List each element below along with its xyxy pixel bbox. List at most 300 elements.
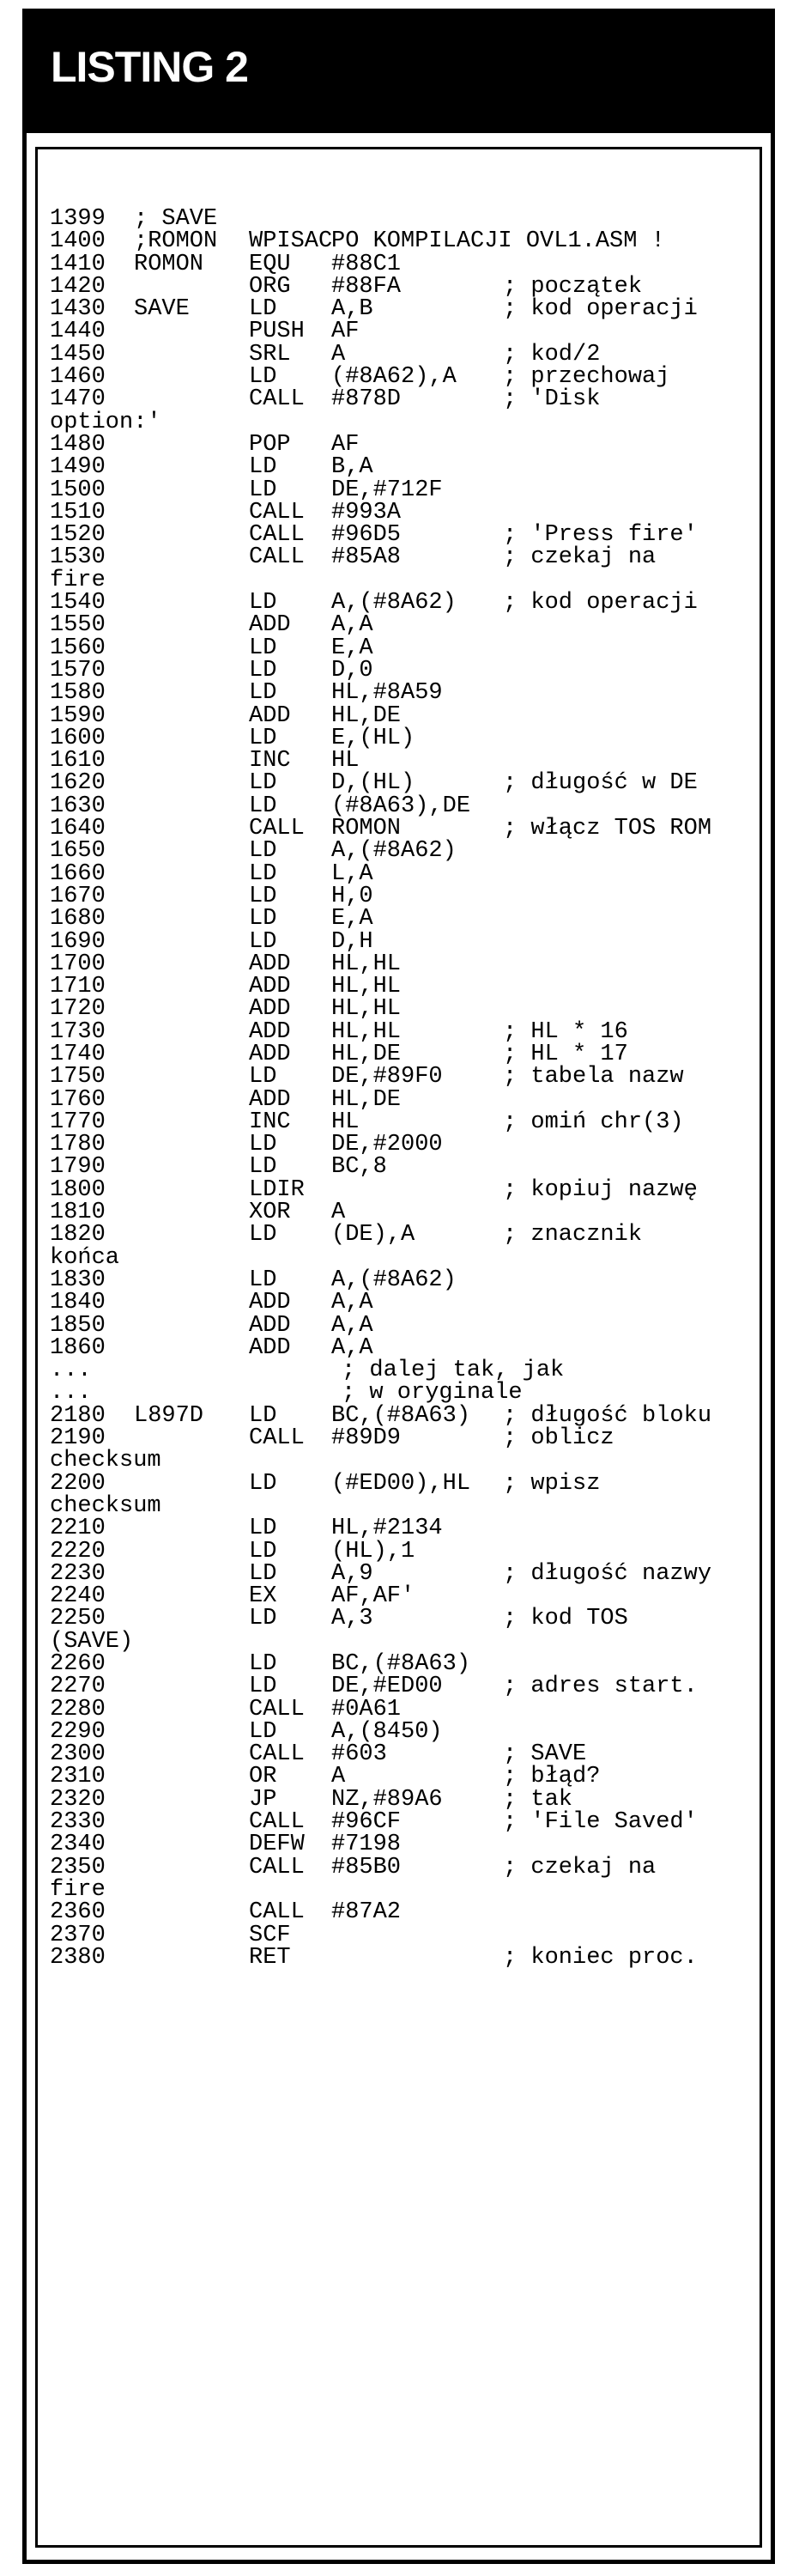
line-number: 2310: [50, 1764, 106, 1790]
line-number: 1730: [50, 1018, 106, 1045]
line-comment: ; początek: [503, 273, 643, 300]
line-operand: (#ED00),HL: [331, 1470, 471, 1497]
line-number: 1510: [50, 499, 106, 526]
line-operand: D,H: [331, 928, 373, 955]
line-operand: DE,#712F: [331, 477, 443, 503]
code-line: [50, 253, 754, 276]
line-operand: A,(#8A62): [331, 838, 457, 865]
line-continuation: fire: [50, 1876, 106, 1903]
line-comment: ; długość w DE: [503, 770, 698, 797]
line-opcode: CALL: [249, 1425, 305, 1452]
line-operand: #96D5: [331, 522, 402, 549]
line-comment: ; w oryginale: [342, 1380, 523, 1406]
line-number: 2350: [50, 1854, 106, 1880]
line-comment: ; kod operacji: [503, 590, 698, 617]
line-number: 1770: [50, 1109, 106, 1135]
line-opcode: ADD: [249, 996, 291, 1023]
line-opcode: LD: [249, 1674, 277, 1700]
line-opcode: ORG: [249, 273, 291, 300]
code-line: [50, 1675, 754, 1698]
code-line: [50, 1402, 754, 1429]
line-operand: (HL),1: [331, 1538, 415, 1564]
line-opcode: ADD: [249, 1290, 291, 1316]
line-operand: #603: [331, 1741, 387, 1768]
line-opcode: ADD: [249, 1334, 291, 1361]
line-opcode: LD: [249, 364, 277, 391]
line-operand: A,A: [331, 1334, 373, 1361]
line-opcode: LD: [249, 590, 277, 617]
line-number: 2330: [50, 1809, 106, 1836]
line-number: ...: [50, 1358, 92, 1384]
code-line: [50, 1628, 754, 1655]
line-opcode: LD: [249, 928, 277, 955]
line-operand: #87A2: [331, 1899, 402, 1926]
line-operand: DE,#ED00: [331, 1674, 443, 1700]
line-continuation: option:': [50, 409, 161, 435]
line-operand: A,9: [331, 1560, 373, 1587]
line-number: 2300: [50, 1741, 106, 1768]
line-operand: L,A: [331, 860, 373, 887]
line-operand: HL,HL: [331, 974, 402, 1000]
code-line: [50, 1334, 754, 1361]
line-number: 1710: [50, 974, 106, 1000]
code-line: [50, 1312, 754, 1339]
code-line: [50, 431, 754, 458]
line-opcode: LD: [249, 657, 277, 683]
line-number: 2210: [50, 1516, 106, 1542]
line-operand: (#8A63),DE: [331, 793, 471, 819]
code-listing: [50, 208, 754, 1969]
code-line: [50, 1809, 754, 1836]
line-opcode: LD: [249, 838, 277, 865]
line-opcode: ADD: [249, 1018, 291, 1045]
line-operand: AF: [331, 319, 360, 345]
line-operand: D,(HL): [331, 770, 415, 797]
listing-title: LISTING 2: [51, 43, 248, 91]
line-number: 2370: [50, 1922, 106, 1948]
line-opcode: CALL: [249, 1696, 305, 1722]
code-line: [50, 1111, 754, 1133]
line-operand: A,B: [331, 296, 373, 323]
line-opcode: LD: [249, 793, 277, 819]
line-comment: ; adres start.: [503, 1674, 698, 1700]
line-opcode: CALL: [249, 816, 305, 842]
code-line: [50, 1133, 754, 1156]
line-operand: HL,DE: [331, 702, 402, 729]
line-operand: HL,HL: [331, 996, 402, 1023]
line-opcode: ADD: [249, 1086, 291, 1113]
line-number: 1670: [50, 883, 106, 909]
line-number: 1600: [50, 725, 106, 751]
code-line: [50, 1698, 754, 1721]
code-line: [50, 273, 754, 300]
line-continuation: checksum: [50, 1492, 161, 1519]
line-number: 1490: [50, 454, 106, 481]
line-operand: PO KOMPILACJI OVL1.ASM !: [331, 228, 665, 255]
line-number: 1850: [50, 1312, 106, 1339]
line-operand: #7198: [331, 1832, 402, 1858]
line-operand: BC,(#8A63): [331, 1651, 471, 1677]
line-number: 1860: [50, 1334, 106, 1361]
line-continuation: końca: [50, 1244, 120, 1271]
line-opcode: LD: [249, 1651, 277, 1677]
code-line: [50, 1425, 754, 1452]
code-line: [50, 1154, 754, 1181]
line-number: 1720: [50, 996, 106, 1023]
code-line: [50, 1540, 754, 1563]
code-line: [50, 454, 754, 481]
code-line: [50, 838, 754, 865]
code-line: [50, 1064, 754, 1091]
line-number: 1450: [50, 341, 106, 368]
line-number: 2360: [50, 1899, 106, 1926]
code-line: [50, 544, 754, 571]
line-operand: HL,HL: [331, 951, 402, 977]
line-operand: #96CF: [331, 1809, 402, 1836]
line-opcode: ADD: [249, 974, 291, 1000]
line-operand: A,A: [331, 1290, 373, 1316]
line-operand: (DE),A: [331, 1222, 415, 1249]
line-number: 1820: [50, 1222, 106, 1249]
code-line: [50, 795, 754, 817]
line-label: SAVE: [134, 296, 190, 323]
line-operand: HL: [331, 748, 360, 775]
line-opcode: ADD: [249, 1041, 291, 1067]
line-comment: ; wpisz: [503, 1470, 601, 1497]
code-line: [50, 1718, 754, 1745]
line-opcode: LD: [249, 1222, 277, 1249]
line-operand: #88FA: [331, 273, 402, 300]
line-operand: A,A: [331, 612, 373, 639]
line-operand: A: [331, 341, 346, 368]
code-line: [50, 1741, 754, 1768]
code-line: [50, 1222, 754, 1249]
line-comment: ; kod/2: [503, 341, 601, 368]
line-opcode: LD: [249, 1606, 277, 1632]
line-opcode: LD: [249, 296, 277, 323]
code-line: [50, 612, 754, 639]
line-opcode: ADD: [249, 951, 291, 977]
line-comment: ; oblicz: [503, 1425, 614, 1452]
line-operand: BC,8: [331, 1154, 387, 1181]
line-number: 1660: [50, 860, 106, 887]
line-operand: H,0: [331, 883, 373, 909]
line-operand: A,(#8A62): [331, 1267, 457, 1293]
line-operand: A: [331, 1200, 346, 1226]
line-comment: ; błąd?: [503, 1764, 601, 1790]
line-opcode: LD: [249, 1470, 277, 1497]
line-opcode: LD: [249, 1064, 277, 1091]
line-operand: HL,HL: [331, 1018, 402, 1045]
line-comment: ; HL * 17: [503, 1041, 628, 1067]
line-opcode: LD: [249, 1402, 277, 1429]
line-number: 2280: [50, 1696, 106, 1722]
line-operand: E,A: [331, 906, 373, 933]
line-opcode: ADD: [249, 702, 291, 729]
line-continuation: (SAVE): [50, 1628, 134, 1655]
code-line: [50, 659, 754, 682]
line-opcode: LDIR: [249, 1176, 305, 1203]
code-line: [50, 817, 754, 840]
line-comment: ; koniec proc.: [503, 1944, 698, 1971]
line-number: 1620: [50, 770, 106, 797]
line-opcode: LD: [249, 454, 277, 481]
code-line: [50, 208, 754, 230]
line-comment: ; tak: [503, 1786, 573, 1813]
line-number: 1399: [50, 206, 106, 232]
line-operand: #993A: [331, 499, 402, 526]
line-number: 1810: [50, 1200, 106, 1226]
line-number: 1440: [50, 319, 106, 345]
line-number: 1740: [50, 1041, 106, 1067]
line-opcode: LD: [249, 1538, 277, 1564]
line-number: 1400: [50, 228, 106, 255]
line-number: 1580: [50, 680, 106, 707]
code-line: [50, 885, 754, 908]
code-line: [50, 1449, 754, 1472]
code-line: [50, 343, 754, 366]
code-line: [50, 1560, 754, 1587]
code-line: [50, 296, 754, 323]
line-number: 1530: [50, 544, 106, 571]
line-comment: ; czekaj na: [503, 1854, 657, 1880]
line-operand: HL,DE: [331, 1086, 402, 1113]
line-number: 1430: [50, 296, 106, 323]
line-operand: AF: [331, 431, 360, 458]
line-opcode: LD: [249, 680, 277, 707]
code-line: [50, 1607, 754, 1630]
code-line: [50, 1269, 754, 1291]
code-line: [50, 1176, 754, 1203]
line-comment: ; 'Press fire': [503, 522, 698, 549]
line-opcode: LD: [249, 725, 277, 751]
line-opcode: LD: [249, 477, 277, 503]
code-line: [50, 1018, 754, 1045]
line-opcode: PUSH: [249, 319, 305, 345]
line-opcode: LD: [249, 1516, 277, 1542]
line-comment: ; kod TOS: [503, 1606, 628, 1632]
line-opcode: CALL: [249, 1899, 305, 1926]
line-operand: HL,DE: [331, 1041, 402, 1067]
line-operand: #0A61: [331, 1696, 402, 1722]
line-operand: #85B0: [331, 1854, 402, 1880]
line-continuation: fire: [50, 567, 106, 593]
line-number: 1830: [50, 1267, 106, 1293]
line-number: 2290: [50, 1718, 106, 1745]
line-opcode: WPISAC: [249, 228, 333, 255]
line-comment: ; dalej tak, jak: [342, 1358, 565, 1384]
line-operand: A,(#8A62): [331, 590, 457, 617]
line-operand: A,A: [331, 1312, 373, 1339]
line-opcode: CALL: [249, 522, 305, 549]
line-number: 2180: [50, 1402, 106, 1429]
code-line: [50, 702, 754, 729]
line-operand: DE,#89F0: [331, 1064, 443, 1091]
code-line: [50, 748, 754, 775]
line-operand: AF,AF': [331, 1583, 415, 1610]
code-line: [50, 1653, 754, 1675]
line-comment: ; długość bloku: [503, 1402, 712, 1429]
code-line: [50, 1492, 754, 1519]
code-line: [50, 364, 754, 391]
line-number: 2260: [50, 1651, 106, 1677]
line-number: 1500: [50, 477, 106, 503]
line-opcode: LD: [249, 860, 277, 887]
line-number: 1700: [50, 951, 106, 977]
code-line: [50, 479, 754, 501]
line-operand: (#8A62),A: [331, 364, 457, 391]
code-line: [50, 770, 754, 797]
line-operand: DE,#2000: [331, 1132, 443, 1158]
line-number: 1760: [50, 1086, 106, 1113]
code-line: [50, 522, 754, 549]
line-number: 1520: [50, 522, 106, 549]
line-operand: #878D: [331, 386, 402, 413]
line-opcode: LD: [249, 883, 277, 909]
line-number: 1560: [50, 635, 106, 661]
line-number: 1470: [50, 386, 106, 413]
line-comment: ; znacznik: [503, 1222, 643, 1249]
line-operand: BC,(#8A63): [331, 1402, 471, 1429]
line-number: ...: [50, 1380, 92, 1406]
line-number: 1480: [50, 431, 106, 458]
line-operand: #88C1: [331, 251, 402, 277]
line-comment: ; 'File Saved': [503, 1809, 698, 1836]
line-number: 1460: [50, 364, 106, 391]
line-label: ;ROMON: [134, 228, 218, 255]
code-line: [50, 860, 754, 887]
code-line: [50, 906, 754, 933]
code-line: [50, 1899, 754, 1926]
code-line: [50, 928, 754, 955]
line-operand: E,A: [331, 635, 373, 661]
line-operand: A: [331, 1764, 346, 1790]
line-number: 1630: [50, 793, 106, 819]
line-operand: E,(HL): [331, 725, 415, 751]
code-line: [50, 1201, 754, 1224]
line-number: 2200: [50, 1470, 106, 1497]
line-number: 1410: [50, 251, 106, 277]
line-number: 2230: [50, 1560, 106, 1587]
line-comment: ; omiń chr(3): [503, 1109, 684, 1135]
code-line: [50, 1382, 754, 1404]
line-comment: ; kod operacji: [503, 296, 698, 323]
line-opcode: ADD: [249, 612, 291, 639]
code-line: [50, 228, 754, 255]
code-line: [50, 680, 754, 707]
listing-header: [27, 13, 771, 133]
line-opcode: LD: [249, 1560, 277, 1587]
line-number: 2250: [50, 1606, 106, 1632]
code-line: [50, 1359, 754, 1382]
line-opcode: INC: [249, 748, 291, 775]
listing-frame: [22, 9, 775, 2564]
line-opcode: CALL: [249, 1854, 305, 1880]
code-line: [50, 411, 754, 434]
line-number: 1780: [50, 1132, 106, 1158]
code-line: [50, 590, 754, 617]
line-number: 2320: [50, 1786, 106, 1813]
code-line: [50, 1856, 754, 1879]
code-line: [50, 1583, 754, 1610]
line-operand: HL,#2134: [331, 1516, 443, 1542]
line-opcode: POP: [249, 431, 291, 458]
line-number: 1640: [50, 816, 106, 842]
line-opcode: JP: [249, 1786, 277, 1813]
line-opcode: OR: [249, 1764, 277, 1790]
line-number: 1680: [50, 906, 106, 933]
line-number: 2190: [50, 1425, 106, 1452]
line-opcode: INC: [249, 1109, 291, 1135]
line-continuation: checksum: [50, 1448, 161, 1474]
line-operand: A,3: [331, 1606, 373, 1632]
line-opcode: LD: [249, 906, 277, 933]
line-opcode: LD: [249, 1718, 277, 1745]
code-line: [50, 1765, 754, 1788]
line-operand: NZ,#89A6: [331, 1786, 443, 1813]
line-opcode: LD: [249, 770, 277, 797]
line-opcode: LD: [249, 1132, 277, 1158]
line-opcode: CALL: [249, 1809, 305, 1836]
line-comment: ; czekaj na: [503, 544, 657, 571]
line-operand: #85A8: [331, 544, 402, 571]
line-opcode: RET: [249, 1944, 291, 1971]
code-line: [50, 1043, 754, 1066]
line-opcode: SCF: [249, 1922, 291, 1948]
line-number: 1650: [50, 838, 106, 865]
line-operand: B,A: [331, 454, 373, 481]
code-line: [50, 1517, 754, 1540]
code-line: [50, 1244, 754, 1271]
code-line: [50, 1924, 754, 1947]
line-operand: ROMON: [331, 816, 402, 842]
line-number: 2240: [50, 1583, 106, 1610]
line-number: 1540: [50, 590, 106, 617]
line-label: ROMON: [134, 251, 204, 277]
line-comment: ; 'Disk: [503, 386, 601, 413]
line-comment: ; włącz TOS ROM: [503, 816, 712, 842]
line-operand: D,0: [331, 657, 373, 683]
code-line: [50, 1086, 754, 1113]
line-comment: ; długość nazwy: [503, 1560, 712, 1587]
line-comment: ; kopiuj nazwę: [503, 1176, 698, 1203]
line-opcode: CALL: [249, 544, 305, 571]
line-operand: HL: [331, 1109, 360, 1135]
line-number: 1790: [50, 1154, 106, 1181]
code-line: [50, 1470, 754, 1497]
line-opcode: DEFW: [249, 1832, 305, 1858]
line-comment: ; tabela nazw: [503, 1064, 684, 1091]
line-opcode: SRL: [249, 341, 291, 368]
line-opcode: CALL: [249, 1741, 305, 1768]
line-number: 1750: [50, 1064, 106, 1091]
code-line: [50, 1786, 754, 1813]
line-number: 2380: [50, 1944, 106, 1971]
code-box: [35, 147, 762, 2548]
line-comment: ; HL * 16: [503, 1018, 628, 1045]
code-line: [50, 996, 754, 1023]
line-number: 1420: [50, 273, 106, 300]
line-number: 2270: [50, 1674, 106, 1700]
code-line: [50, 953, 754, 975]
code-line: [50, 1291, 754, 1314]
code-line: [50, 975, 754, 998]
line-opcode: CALL: [249, 499, 305, 526]
code-line: [50, 386, 754, 413]
line-number: 1590: [50, 702, 106, 729]
line-label: L897D: [134, 1402, 204, 1429]
line-number: 1840: [50, 1290, 106, 1316]
